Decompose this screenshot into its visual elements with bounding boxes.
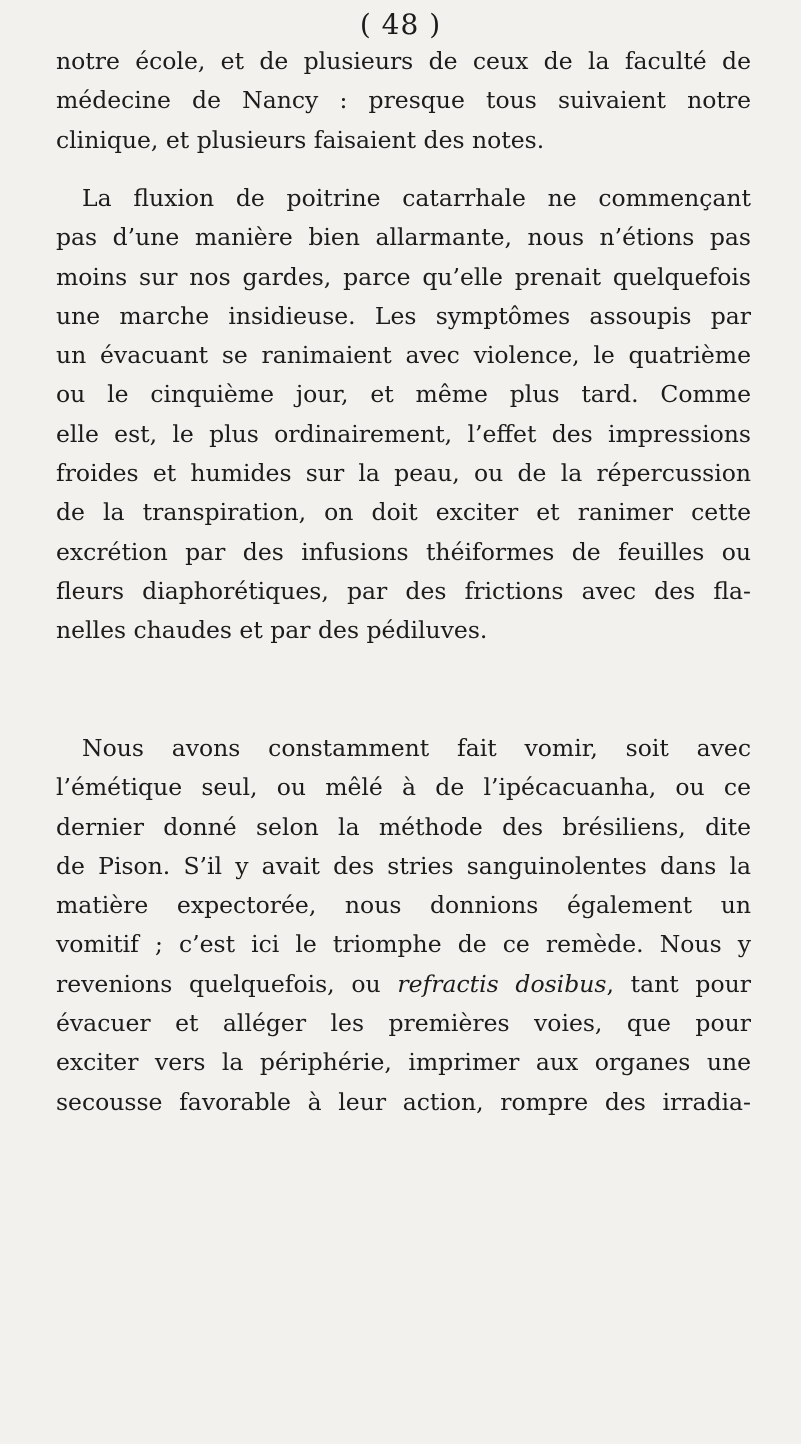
text-line: La fluxion de poitrine catarrhale ne commençant [82,184,751,212]
text-line: ou le cinquième jour, et même plus tard. Comme [56,380,751,409]
text-line: vomitif ; c’est ici le triomphe de ce remède. Nous y [56,930,751,959]
text-line: de la transpiration, on doit exciter et ranimer cette [56,498,751,527]
paragraph-3 [56,729,751,1122]
text-line-with-italic [56,965,751,1004]
paragraph-1 [56,42,751,160]
text-line: notre école, et de plusieurs de ceux de la faculté de [56,47,751,75]
text-line: clinique, et plusieurs faisaient des notes. [56,125,545,154]
line-start: revenions quelquefois, ou [56,969,381,998]
text-line: une marche insidieuse. Les symptômes assoupis par [56,301,751,330]
text-line: moins sur nos gardes, parce qu’elle prenait quelquefois [56,262,751,291]
text-line: médecine de Nancy : presque tous suivaient notre [56,86,751,115]
text-line: secousse favorable à leur action, rompre des irradia- [56,1087,751,1116]
text-line: un évacuant se ranimaient avec violence, le quatrième [56,341,751,370]
text-line: l’émétique seul, ou mêlé à de l’ipécacuanha, ou ce [56,773,751,802]
text-line: évacuer et alléger les premières voies, que pour [56,1009,751,1038]
text-line: fleurs diaphorétiques, par des frictions avec des fla- [56,576,751,605]
text-line: exciter vers la périphérie, imprimer aux organes une [56,1048,751,1077]
text-line: pas d’une manière bien allarmante, nous n’étions pas [56,223,751,252]
text-line: de Pison. S’il y avait des stries sanguinolentes dans la [56,851,751,880]
text-line: elle est, le plus ordinairement, l’effet des impressions [56,419,751,448]
text-line: matière expectorée, nous donnions également un [56,891,751,920]
text-line: excrétion par des infusions théiformes de feuilles ou [56,537,751,566]
text-line: froides et humides sur la peau, ou de la répercussion [56,459,751,488]
line-end: , tant pour [606,969,751,998]
text-line: nelles chaudes et par des pédiluves. [56,616,488,645]
page-number: ( 48 ) [359,8,442,41]
italic-latin-phrase: refractis dosibus [397,969,607,998]
paragraph-2 [56,179,751,651]
text-line: dernier donné selon la méthode des brésiliens, dite [56,812,751,841]
text-line: Nous avons constamment fait vomir, soit avec [82,734,751,762]
